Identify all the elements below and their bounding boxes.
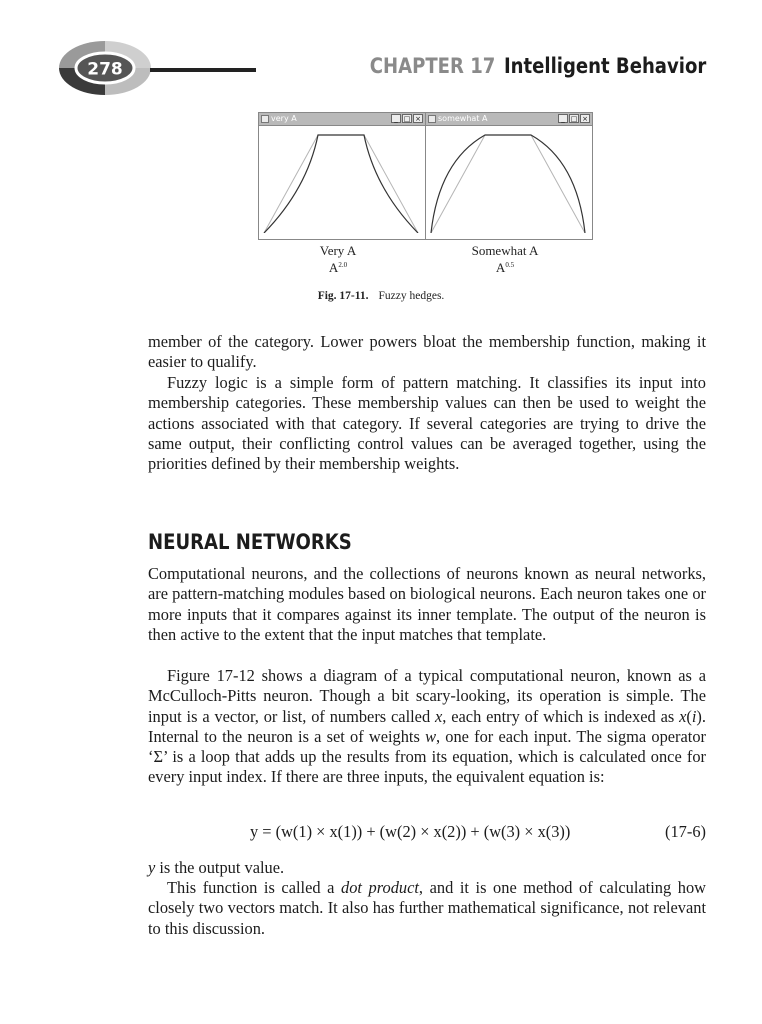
window-controls: [391, 114, 423, 123]
reference-trapezoid: [431, 135, 585, 233]
running-head: [369, 54, 706, 78]
very-a-window: [258, 112, 426, 240]
section-heading: NEURAL NETWORKS: [148, 530, 352, 554]
chapter-label: CHAPTER 17: [369, 54, 496, 78]
equation-number: (17-6): [665, 822, 706, 841]
window-controls: [558, 114, 590, 123]
paragraph: Computational neurons, and the collections of neurons known as neural networks, are pattern-matching modules based on biological neurons. Each neuron takes one or more inputs that it compares against its inner template. The output of the neuron is then active to the extent that the input matches that template.: [148, 564, 706, 644]
very-a-label: [278, 243, 398, 275]
chapter-title: Intelligent Behavior: [503, 54, 706, 78]
somewhat-a-curve: [431, 135, 585, 233]
very-a-plot: [262, 129, 420, 233]
paragraph: member of the category. Lower powers bloat the membership function, making it easier to qualify.: [148, 332, 706, 372]
minimize-icon: _: [558, 114, 568, 123]
window-app-icon: [261, 115, 269, 123]
equation: y = (w(1) × x(1)) + (w(2) × x(2)) + (w(3) × x(3)): [250, 822, 571, 841]
window-title: very A: [271, 114, 297, 123]
paragraph: Figure 17-12 shows a diagram of a typical computational neuron, known as a McCulloch-Pitts neuron. Though a bit scary-looking, its operation is simple. The input is a vector, or list, of numbers called x, each entry of which is indexed as x(i). Internal to the neuron is a set of weights w, one for each input. The sigma operator ‘Σ’ is a loop that adds up the results from its equation, which is calculated once for every input index. If there are three inputs, the equivalent equation is:: [148, 666, 706, 787]
close-icon: ×: [413, 114, 423, 123]
minimize-icon: _: [391, 114, 401, 123]
page-number: 278: [87, 59, 123, 80]
hedge-name: Very A: [319, 243, 357, 258]
paragraph: Fuzzy logic is a simple form of pattern matching. It classifies its input into membership categories. These membership values can then be used to weight the actions associated with that category. If several categories are trying to drive the same output, their conflicting control values can be averaged together, using the priorities defined by their membership weights.: [148, 373, 706, 474]
very-a-curve: [264, 135, 418, 233]
caption-number: Fig. 17-11.: [317, 290, 369, 302]
header-rule: [150, 68, 256, 72]
window-titlebar: [259, 113, 425, 126]
somewhat-a-window: [425, 112, 593, 240]
paragraph: This function is called a dot product, and it is one method of calculating how closely two vectors match. It also has further mathematical significance, not relevant to this discussion.: [148, 878, 706, 938]
maximize-icon: □: [403, 115, 411, 123]
figure-caption: [0, 290, 762, 302]
maximize-icon: □: [570, 115, 578, 123]
page-number-badge: [58, 40, 152, 96]
somewhat-a-label: [445, 243, 565, 275]
window-titlebar: [426, 113, 592, 126]
hedge-formula: $A^{2.0}$: [328, 260, 348, 275]
close-icon: ×: [580, 114, 590, 123]
reference-trapezoid: [264, 135, 418, 233]
caption-text: Fuzzy hedges.: [378, 290, 445, 302]
hedge-name: Somewhat A: [471, 243, 539, 258]
hedge-formula: $A^{0.5}$: [495, 260, 515, 275]
window-app-icon: [428, 115, 436, 123]
paragraph: y is the output value.: [148, 858, 285, 877]
somewhat-a-plot: [429, 129, 587, 233]
window-title: somewhat A: [438, 114, 488, 123]
